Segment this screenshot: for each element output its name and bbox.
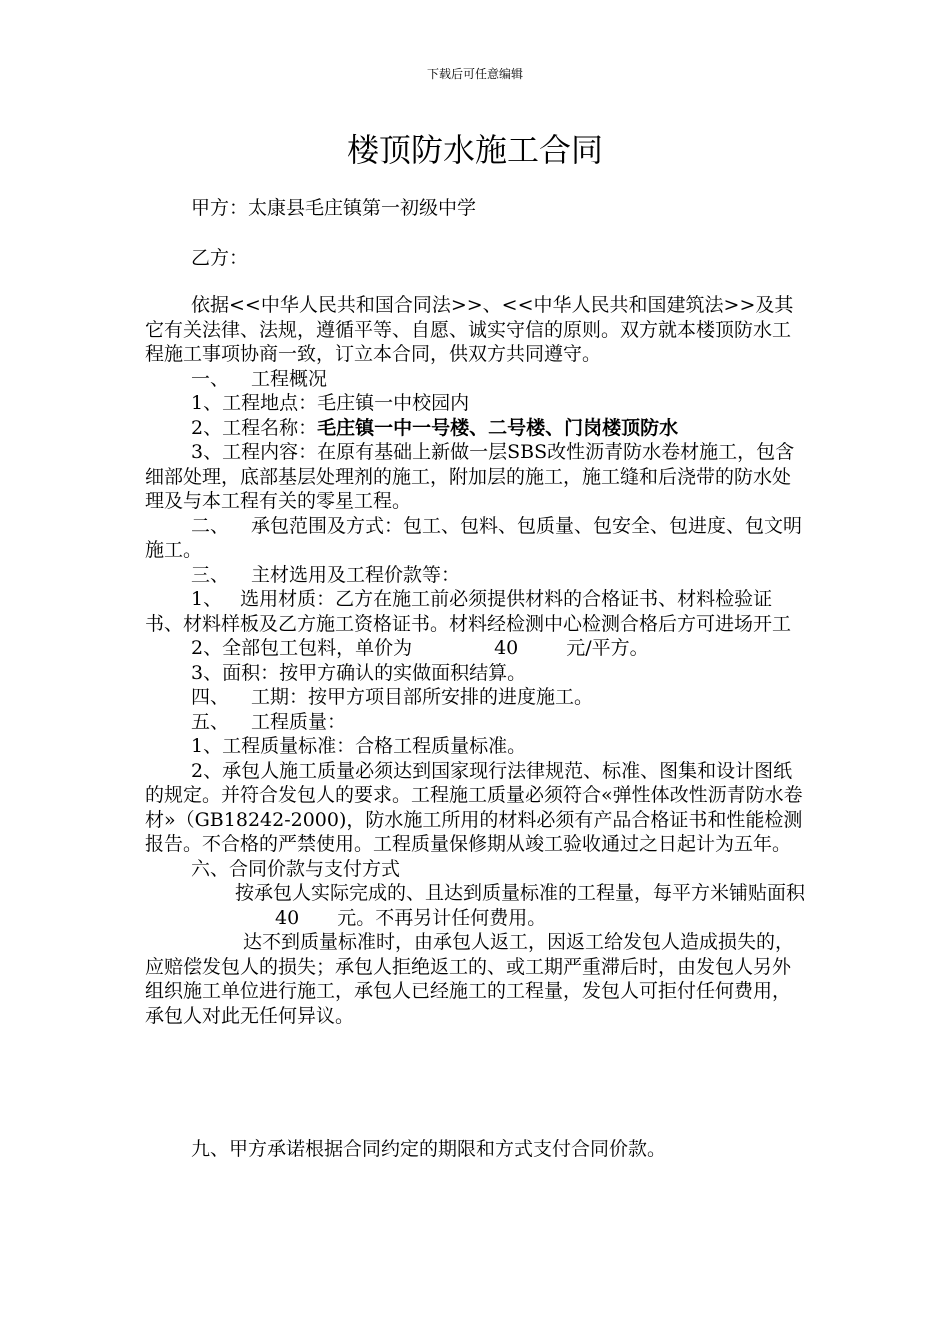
section-5-number: 五、 [191, 710, 230, 733]
section-3-item-3: 3、面积：按甲方确认的实做面积结算。 [191, 661, 527, 684]
project-name-label: 2、工程名称： [191, 416, 318, 439]
unit-price-value: 40 [494, 637, 519, 659]
section-1-item-2 [145, 416, 805, 441]
section-3-item-2 [145, 636, 805, 661]
section-1-number: 一、 [191, 367, 230, 390]
party-b [145, 246, 805, 271]
section-5-title: 工程质量： [251, 710, 347, 733]
section-4-number: 四、 [191, 686, 230, 708]
section-9-text: 九、甲方承诺根据合同约定的期限和方式支付合同价款。 [191, 1138, 667, 1160]
section-6-paragraph-1 [145, 881, 805, 930]
party-a-line: 甲方：太康县毛庄镇第一初级中学 [191, 197, 477, 219]
contract-body [145, 293, 805, 1028]
unit-price-label: 2、全部包工包料，单价为 [191, 637, 413, 659]
section-4 [145, 685, 805, 710]
intro-paragraph: 依据<<中华人民共和国合同法>>、<<中华人民共和国建筑法>>及其它有关法律、法规，遵循平等、自愿、诚实守信的原则。双方就本楼顶防水工程施工事项协商一致，订立本合同，供双方共同遵守。 [145, 294, 794, 365]
section-3-item-1-number: 1、 [191, 588, 223, 610]
section-1-title: 工程概况 [251, 367, 328, 390]
party-b-line: 乙方： [191, 247, 249, 269]
section-9 [145, 1137, 805, 1162]
section-2-number: 二、 [191, 514, 230, 537]
project-name-value: 毛庄镇一中一号楼、二号楼、门岗楼顶防水 [317, 416, 679, 439]
section-3-item-1 [145, 587, 805, 636]
section-5-item-2: 2、承包人施工质量必须达到国家现行法律规范、标准、图集和设计图纸的规定。并符合发包人的要求。工程施工质量必须符合«弹性体改性沥青防水卷材»（GB18242-2000)，防水施工所用的材料必须有产品合格证书和性能检测报告。不合格的严禁使用。工程质量保修期从竣工验收通过之日起计为五年。 [145, 759, 803, 855]
section-1-heading [145, 367, 805, 392]
section-2 [145, 514, 805, 563]
section-3-heading [145, 563, 805, 588]
section-5-heading [145, 710, 805, 735]
section-2-text: 承包范围及方式：包工、包料、包质量、包安全、包进度、包文明施工。 [145, 514, 803, 561]
payment-price-value: 40 [275, 906, 300, 929]
unit-price-unit: 元/平方。 [566, 637, 649, 659]
payment-text-post: 元。不再另计任何费用。 [337, 906, 547, 929]
payment-text-pre: 按承包人实际完成的、且达到质量标准的工程量，每平方米铺贴面积 [235, 882, 806, 904]
section-3-item-1-text: 选用材质：乙方在施工前必须提供材料的合格证书、材料检验证书、材料样板及乙方施工资格证书。材料经检测中心检测合格后方可进场开工 [145, 588, 792, 635]
section-6-paragraph-2: 达不到质量标准时，由承包人返工，因返工给发包人造成损失的，应赔偿发包人的损失；承包人拒绝返工的、或工期严重滞后时，由发包人另外组织施工单位进行施工，承包人已经施工的工程量，发包人可拒付任何费用，承包人对此无任何异议。 [145, 931, 795, 1027]
section-1-item-1: 1、工程地点：毛庄镇一中校园内 [191, 392, 470, 414]
section-4-text: 工期：按甲方项目部所安排的进度施工。 [251, 686, 594, 708]
section-1-item-3: 3、工程内容：在原有基础上新做一层SBS改性沥青防水卷材施工，包含细部处理，底部基层处理剂的施工，附加层的施工，施工缝和后浇带的防水处理及与本工程有关的零星工程。 [145, 441, 795, 512]
section-5-item-1: 1、工程质量标准：合格工程质量标准。 [191, 735, 527, 757]
section-6-heading: 六、合同价款与支付方式 [191, 857, 401, 880]
document-title: 楼顶防水施工合同 [346, 131, 603, 169]
page-header: 下载后可任意编辑 [426, 67, 523, 81]
section-3-number: 三、 [191, 563, 230, 586]
party-a [145, 196, 805, 221]
section-3-title: 主材选用及工程价款等： [251, 563, 461, 586]
